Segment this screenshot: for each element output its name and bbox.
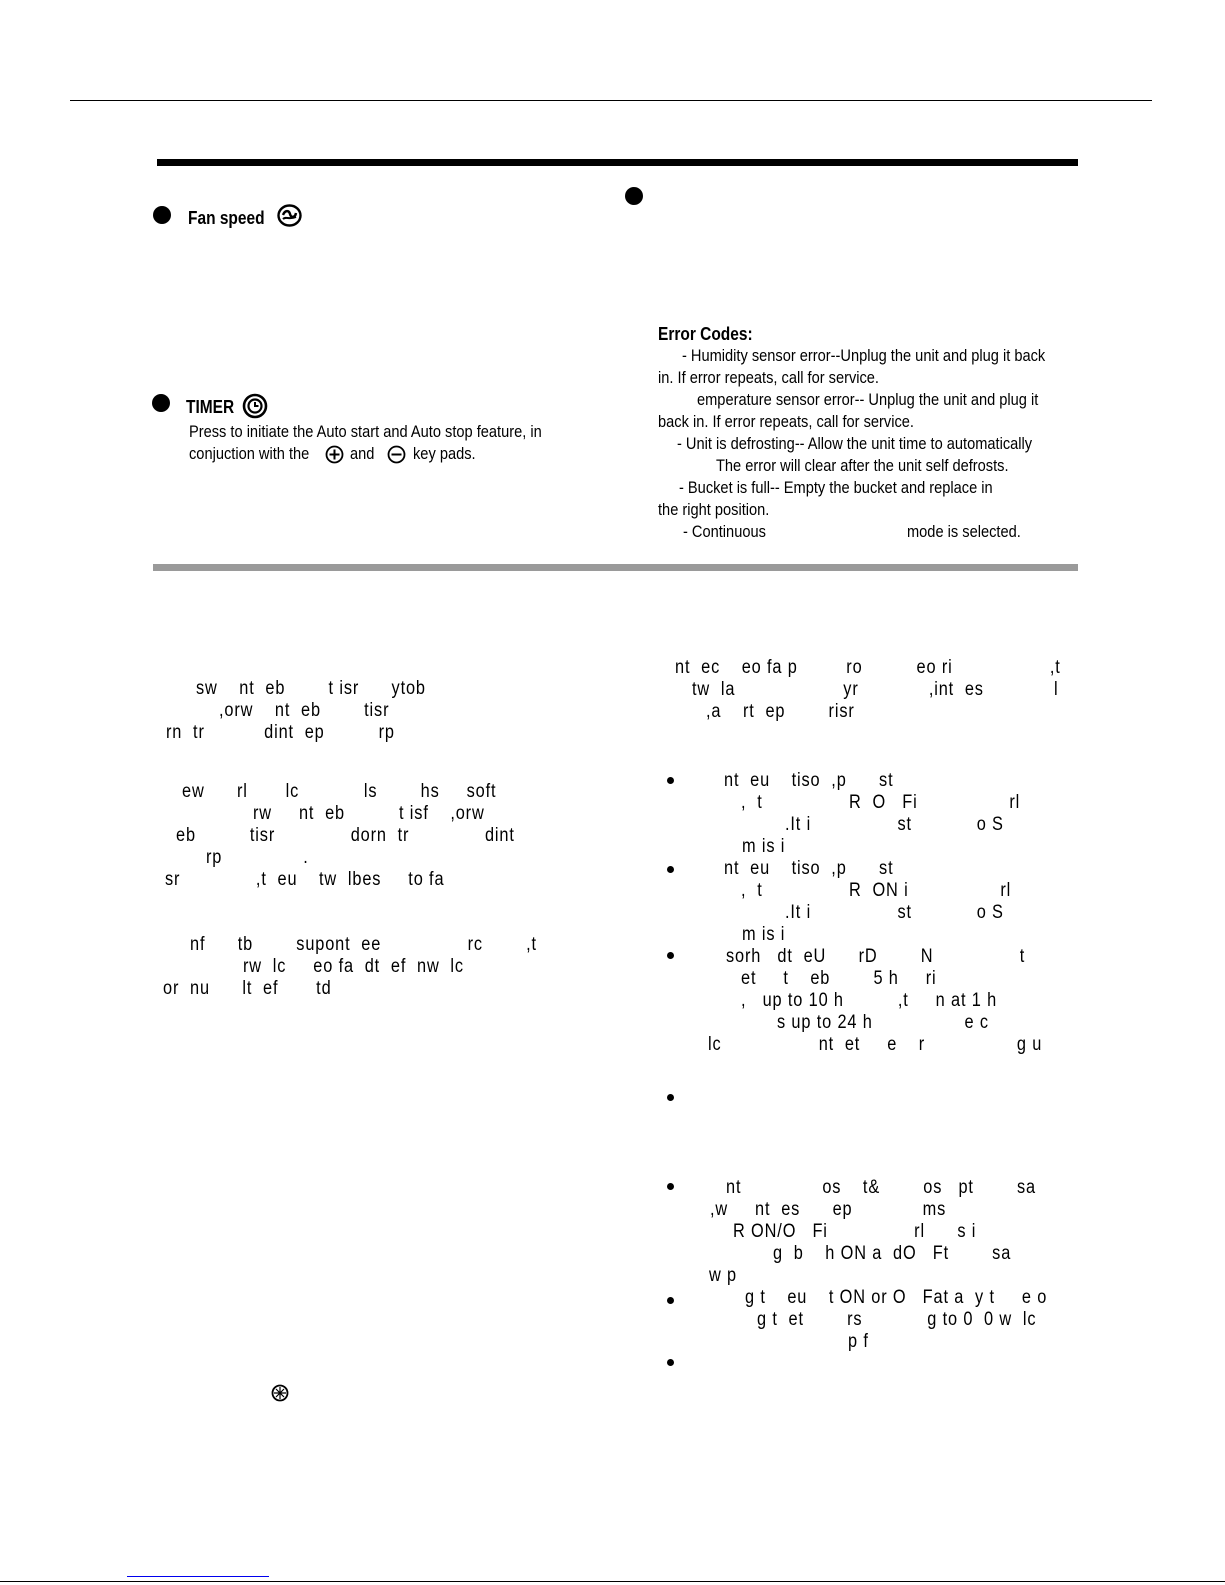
body-line: ,a rt ep risr — [706, 701, 855, 722]
bullet-dot — [667, 1359, 674, 1366]
body-line: nf tb supont ee rc ,t — [190, 934, 537, 955]
error-line: emperature sensor error-- Unplug the unit and plug it — [697, 390, 1039, 409]
continuous-label: - Continuous — [683, 522, 766, 541]
fan-speed-icon — [277, 204, 302, 227]
bullet-dot — [667, 866, 674, 873]
bullet-dot — [667, 1094, 674, 1101]
body-line: m is i — [742, 924, 786, 945]
body-line: nt os t& os pt sa — [726, 1177, 1036, 1198]
body-line: ew rl lc ls hs soft — [182, 781, 497, 802]
body-line: tw la yr ,int es l — [692, 679, 1059, 700]
bullet-dot — [625, 187, 643, 205]
fan-small-icon — [271, 1384, 289, 1402]
plus-circle-icon — [325, 445, 344, 464]
bullet-dot — [667, 1297, 674, 1304]
bullet-dot — [152, 394, 170, 412]
error-line: - Unit is defrosting-- Allow the unit time to automatically — [677, 434, 1033, 453]
footer-link-underline[interactable] — [127, 1576, 269, 1577]
timer-description-line2 — [189, 443, 509, 465]
body-line: et t eb 5 h ri — [741, 968, 937, 989]
body-line: m is i — [742, 836, 786, 857]
minus-circle-icon — [387, 445, 406, 464]
body-line: g t et rs g to 0 0 w lc — [757, 1309, 1037, 1330]
body-line: .It i st o S — [785, 902, 1004, 923]
body-line: nt ec eo fa p ro eo ri ,t — [675, 657, 1061, 678]
error-line: - Bucket is full-- Empty the bucket and replace in — [679, 478, 993, 497]
timer-description-line1: Press to initiate the Auto start and Auto stop feature, in — [189, 422, 542, 441]
body-line: .It i st o S — [785, 814, 1004, 835]
body-line: nt eu tiso ,p st — [724, 770, 894, 791]
bullet-dot — [667, 1183, 674, 1190]
timer-line2-b: and — [350, 444, 375, 463]
body-line: rn tr dint ep rp — [166, 722, 395, 743]
body-line: g b h ON a dO Ft sa — [773, 1243, 1012, 1264]
timer-line2-c: key pads. — [413, 444, 476, 463]
bullet-dot — [667, 952, 674, 959]
fan-speed-heading: Fan speed — [188, 208, 265, 228]
body-line: eb tisr dorn tr dint — [176, 825, 515, 846]
timer-line2-a: conjuction with the — [189, 444, 310, 463]
body-line: , t R O Fi rl — [741, 792, 1021, 813]
body-line: ,w nt es ep ms — [710, 1199, 947, 1220]
body-line: p f — [848, 1331, 869, 1352]
clock-icon — [242, 393, 268, 419]
bullet-dot — [153, 206, 171, 224]
body-line: sr ,t eu tw lbes to fa — [165, 869, 445, 890]
timer-heading: TIMER — [186, 397, 235, 417]
body-line: , up to 10 h ,t n at 1 h — [741, 990, 998, 1011]
body-line: rw lc eo fa dt ef nw lc — [243, 956, 464, 977]
body-line: w p — [709, 1265, 738, 1286]
body-line: s up to 24 h e c — [777, 1012, 989, 1033]
body-line: R ON/O Fi rl s i — [733, 1221, 977, 1242]
bottom-rule — [0, 1581, 1225, 1582]
body-line: or nu lt ef td — [163, 978, 332, 999]
bullet-dot — [667, 777, 674, 784]
error-line: in. If error repeats, call for service. — [658, 368, 880, 387]
gray-divider — [153, 564, 1078, 571]
body-line: nt eu tiso ,p st — [724, 858, 894, 879]
error-line: back in. If error repeats, call for service. — [658, 412, 914, 431]
body-line: g t eu t ON or O Fat a y t e o — [745, 1287, 1048, 1308]
body-line: rp . — [206, 847, 309, 868]
error-line: - Humidity sensor error--Unplug the unit and plug it back — [682, 346, 1046, 365]
top-rule — [70, 100, 1152, 101]
error-line: The error will clear after the unit self defrosts. — [716, 456, 1009, 475]
error-codes-heading: Error Codes: — [658, 324, 753, 344]
body-line: sorh dt eU rD N t — [726, 946, 1026, 967]
body-line: lc nt et e r g u — [708, 1034, 1043, 1055]
body-line: rw nt eb t isf ,orw — [253, 803, 485, 824]
continuous-suffix: mode is selected. — [907, 522, 1021, 541]
body-line: ,orw nt eb tisr — [219, 700, 390, 721]
error-line: the right position. — [658, 500, 770, 519]
body-line: sw nt eb t isr ytob — [196, 678, 426, 699]
body-line: , t R ON i rl — [741, 880, 1012, 901]
section-rule — [157, 159, 1078, 166]
